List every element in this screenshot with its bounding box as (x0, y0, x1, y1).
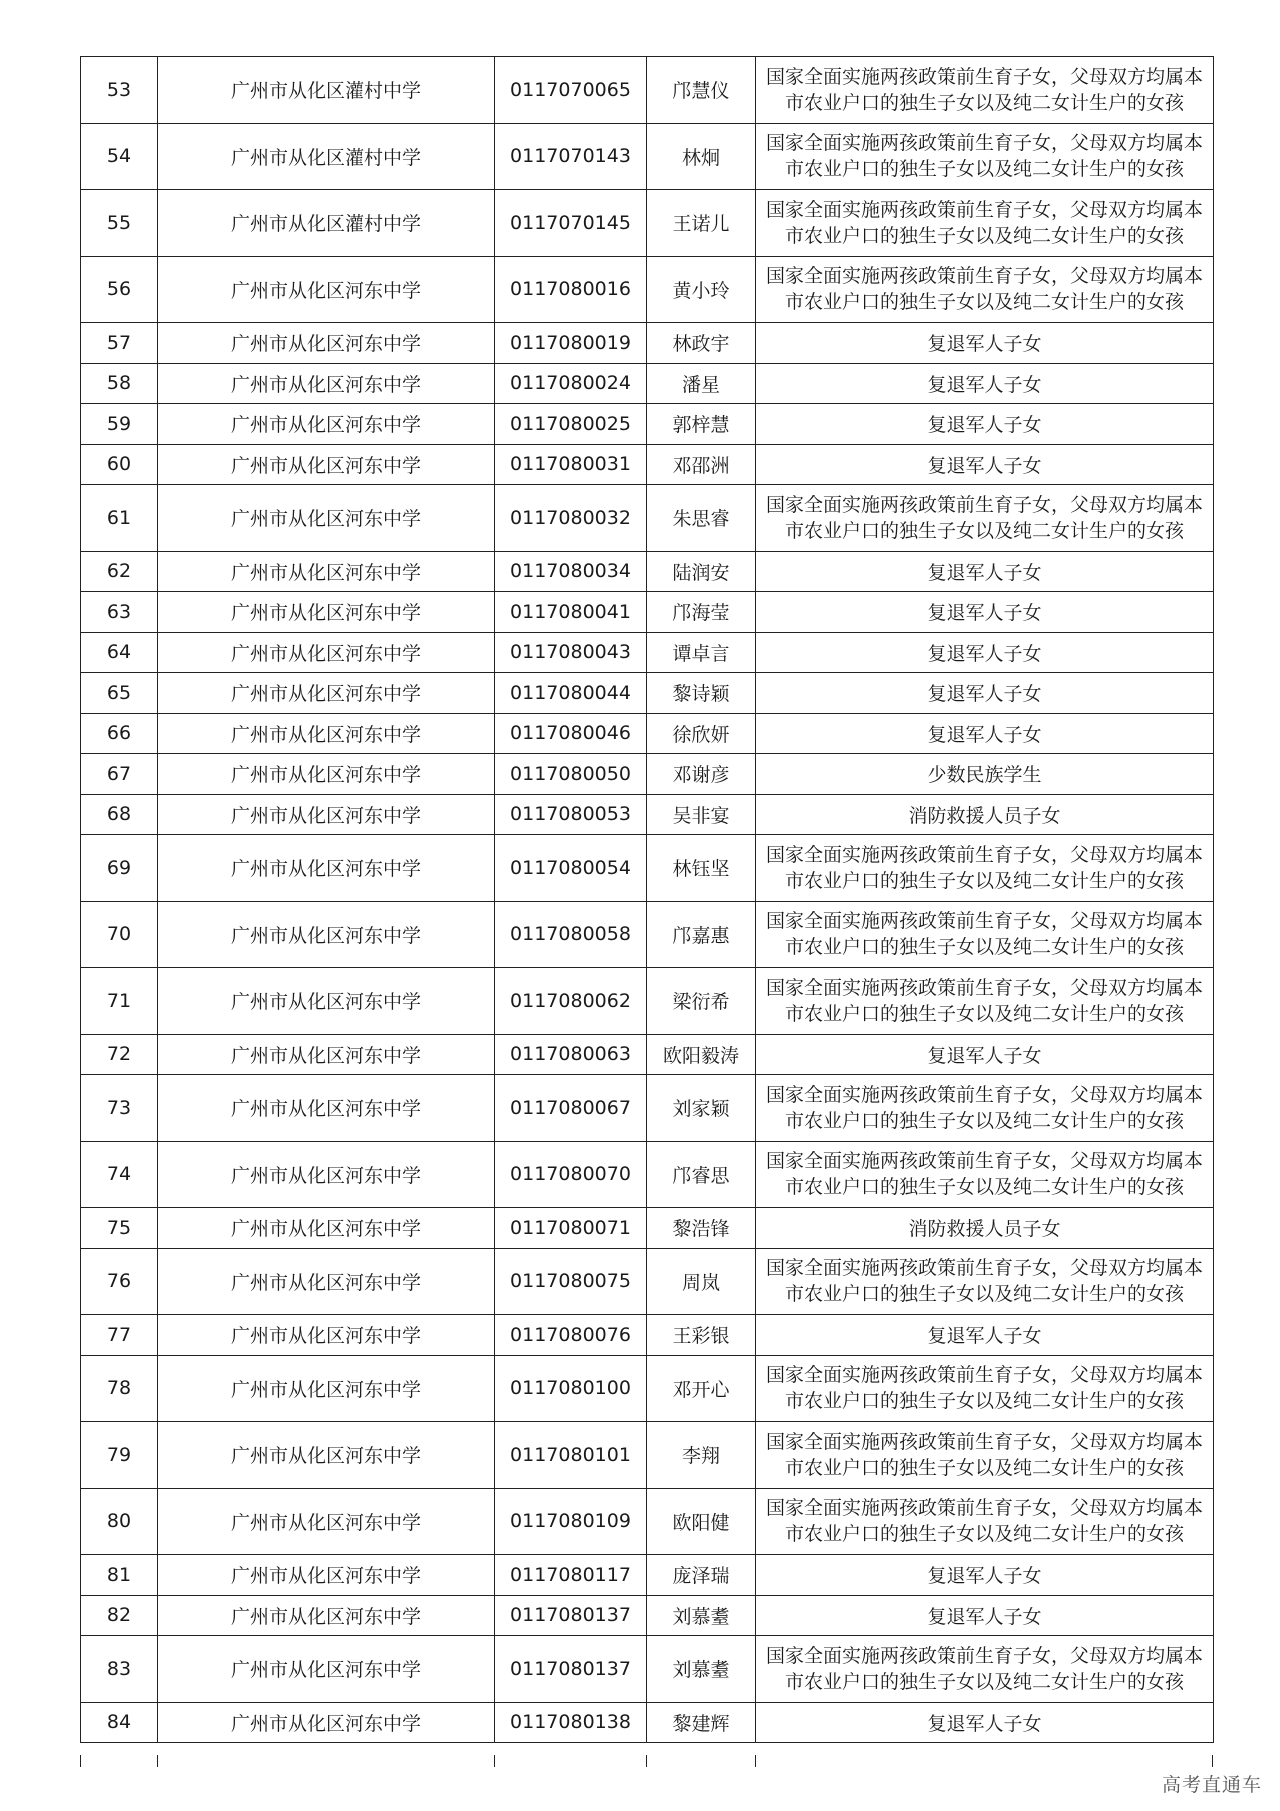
row-number-cell: 77 (81, 1315, 158, 1356)
category-cell: 国家全面实施两孩政策前生育子女，父母双方均属本市农业户口的独生子女以及纯二女计生户的女孩 (756, 1141, 1214, 1208)
watermark: 高考直通车 (1161, 1774, 1262, 1796)
category-cell: 复退军人子女 (756, 363, 1214, 404)
student-id-cell: 0117080054 (495, 835, 647, 902)
school-cell: 广州市从化区河东中学 (158, 632, 495, 673)
row-number-cell: 82 (81, 1595, 158, 1636)
category-cell: 国家全面实施两孩政策前生育子女，父母双方均属本市农业户口的独生子女以及纯二女计生户的女孩 (756, 1636, 1214, 1703)
table-row (81, 404, 1214, 445)
student-id-cell: 0117080043 (495, 632, 647, 673)
student-id-cell: 0117080034 (495, 551, 647, 592)
row-number-cell: 80 (81, 1488, 158, 1555)
student-id-cell: 0117080044 (495, 673, 647, 714)
row-number-cell: 74 (81, 1141, 158, 1208)
student-name-cell: 刘慕耋 (647, 1636, 756, 1703)
school-cell: 广州市从化区河东中学 (158, 551, 495, 592)
student-id-cell: 0117080109 (495, 1488, 647, 1555)
table-row (81, 444, 1214, 485)
student-id-cell: 0117080070 (495, 1141, 647, 1208)
category-cell: 复退军人子女 (756, 592, 1214, 633)
table-row (81, 1555, 1214, 1596)
table-row (81, 485, 1214, 552)
student-id-cell: 0117080076 (495, 1315, 647, 1356)
category-cell: 国家全面实施两孩政策前生育子女，父母双方均属本市农业户口的独生子女以及纯二女计生户的女孩 (756, 256, 1214, 323)
category-cell: 消防救援人员子女 (756, 1208, 1214, 1249)
student-name-cell: 潘星 (647, 363, 756, 404)
row-number-cell: 83 (81, 1636, 158, 1703)
school-cell: 广州市从化区河东中学 (158, 1355, 495, 1422)
student-id-cell: 0117080075 (495, 1248, 647, 1315)
student-id-cell: 0117080101 (495, 1422, 647, 1489)
table-row (81, 1208, 1214, 1249)
category-cell: 国家全面实施两孩政策前生育子女，父母双方均属本市农业户口的独生子女以及纯二女计生户的女孩 (756, 1075, 1214, 1142)
student-id-cell: 0117080031 (495, 444, 647, 485)
row-number-cell: 59 (81, 404, 158, 445)
category-cell: 复退军人子女 (756, 1034, 1214, 1075)
category-cell: 国家全面实施两孩政策前生育子女，父母双方均属本市农业户口的独生子女以及纯二女计生户的女孩 (756, 1488, 1214, 1555)
student-name-cell: 邝嘉惠 (647, 901, 756, 968)
row-number-cell: 68 (81, 794, 158, 835)
table-row (81, 1034, 1214, 1075)
row-number-cell: 55 (81, 190, 158, 257)
student-id-cell: 0117070065 (495, 57, 647, 124)
table-row (81, 57, 1214, 124)
table-row (81, 592, 1214, 633)
student-name-cell: 吴非宴 (647, 794, 756, 835)
student-id-cell: 0117080041 (495, 592, 647, 633)
row-number-cell: 65 (81, 673, 158, 714)
school-cell: 广州市从化区河东中学 (158, 444, 495, 485)
school-cell: 广州市从化区河东中学 (158, 323, 495, 364)
row-number-cell: 67 (81, 754, 158, 795)
category-cell: 复退军人子女 (756, 551, 1214, 592)
category-cell: 国家全面实施两孩政策前生育子女，父母双方均属本市农业户口的独生子女以及纯二女计生户的女孩 (756, 835, 1214, 902)
category-cell: 复退军人子女 (756, 1702, 1214, 1743)
category-cell: 国家全面实施两孩政策前生育子女，父母双方均属本市农业户口的独生子女以及纯二女计生户的女孩 (756, 485, 1214, 552)
student-id-cell: 0117070143 (495, 123, 647, 190)
student-id-cell: 0117080137 (495, 1636, 647, 1703)
school-cell: 广州市从化区河东中学 (158, 1555, 495, 1596)
student-name-cell: 邓开心 (647, 1355, 756, 1422)
category-cell: 国家全面实施两孩政策前生育子女，父母双方均属本市农业户口的独生子女以及纯二女计生户的女孩 (756, 190, 1214, 257)
table-row (81, 673, 1214, 714)
school-cell: 广州市从化区河东中学 (158, 485, 495, 552)
table-row (81, 1488, 1214, 1555)
school-cell: 广州市从化区河东中学 (158, 1208, 495, 1249)
school-cell: 广州市从化区河东中学 (158, 363, 495, 404)
student-name-cell: 黄小玲 (647, 256, 756, 323)
row-number-cell: 54 (81, 123, 158, 190)
table-row (81, 1595, 1214, 1636)
table-row (81, 713, 1214, 754)
student-name-cell: 欧阳健 (647, 1488, 756, 1555)
table-row (81, 1636, 1214, 1703)
row-number-cell: 73 (81, 1075, 158, 1142)
table-row (81, 256, 1214, 323)
row-number-cell: 53 (81, 57, 158, 124)
student-id-cell: 0117080024 (495, 363, 647, 404)
school-cell: 广州市从化区河东中学 (158, 673, 495, 714)
student-name-cell: 邝慧仪 (647, 57, 756, 124)
student-id-cell: 0117080067 (495, 1075, 647, 1142)
school-cell: 广州市从化区河东中学 (158, 1075, 495, 1142)
category-cell: 国家全面实施两孩政策前生育子女，父母双方均属本市农业户口的独生子女以及纯二女计生户的女孩 (756, 57, 1214, 124)
school-cell: 广州市从化区河东中学 (158, 1636, 495, 1703)
category-cell: 复退军人子女 (756, 1315, 1214, 1356)
student-name-cell: 林钰坚 (647, 835, 756, 902)
student-id-cell: 0117080019 (495, 323, 647, 364)
allocation-table (80, 56, 1214, 1743)
row-number-cell: 64 (81, 632, 158, 673)
student-id-cell: 0117080053 (495, 794, 647, 835)
school-cell: 广州市从化区河东中学 (158, 1248, 495, 1315)
student-name-cell: 陆润安 (647, 551, 756, 592)
student-name-cell: 庞泽瑞 (647, 1555, 756, 1596)
row-number-cell: 84 (81, 1702, 158, 1743)
student-name-cell: 邓谢彦 (647, 754, 756, 795)
row-number-cell: 70 (81, 901, 158, 968)
table-row (81, 1315, 1214, 1356)
student-id-cell: 0117080138 (495, 1702, 647, 1743)
school-cell: 广州市从化区河东中学 (158, 901, 495, 968)
category-cell: 消防救援人员子女 (756, 794, 1214, 835)
table-body (81, 57, 1214, 1743)
student-name-cell: 谭卓言 (647, 632, 756, 673)
table-row (81, 123, 1214, 190)
student-name-cell: 王诺儿 (647, 190, 756, 257)
table-row (81, 901, 1214, 968)
row-number-cell: 60 (81, 444, 158, 485)
table-row (81, 754, 1214, 795)
table-continuation-lines (80, 1755, 1213, 1767)
student-name-cell: 周岚 (647, 1248, 756, 1315)
row-number-cell: 75 (81, 1208, 158, 1249)
student-name-cell: 黎建辉 (647, 1702, 756, 1743)
category-cell: 国家全面实施两孩政策前生育子女，父母双方均属本市农业户口的独生子女以及纯二女计生户的女孩 (756, 1422, 1214, 1489)
school-cell: 广州市从化区河东中学 (158, 1488, 495, 1555)
row-number-cell: 78 (81, 1355, 158, 1422)
row-number-cell: 81 (81, 1555, 158, 1596)
student-id-cell: 0117080063 (495, 1034, 647, 1075)
school-cell: 广州市从化区河东中学 (158, 968, 495, 1035)
row-number-cell: 79 (81, 1422, 158, 1489)
row-number-cell: 76 (81, 1248, 158, 1315)
table-row (81, 1422, 1214, 1489)
category-cell: 复退军人子女 (756, 1555, 1214, 1596)
category-cell: 国家全面实施两孩政策前生育子女，父母双方均属本市农业户口的独生子女以及纯二女计生户的女孩 (756, 968, 1214, 1035)
table-row (81, 1141, 1214, 1208)
student-name-cell: 邝海莹 (647, 592, 756, 633)
student-id-cell: 0117080025 (495, 404, 647, 445)
row-number-cell: 63 (81, 592, 158, 633)
student-id-cell: 0117080062 (495, 968, 647, 1035)
school-cell: 广州市从化区河东中学 (158, 754, 495, 795)
row-number-cell: 61 (81, 485, 158, 552)
student-name-cell: 徐欣妍 (647, 713, 756, 754)
school-cell: 广州市从化区河东中学 (158, 835, 495, 902)
table-row (81, 1075, 1214, 1142)
category-cell: 复退军人子女 (756, 1595, 1214, 1636)
student-name-cell: 刘慕耋 (647, 1595, 756, 1636)
row-number-cell: 71 (81, 968, 158, 1035)
student-name-cell: 林炯 (647, 123, 756, 190)
row-number-cell: 66 (81, 713, 158, 754)
school-cell: 广州市从化区河东中学 (158, 592, 495, 633)
school-cell: 广州市从化区灌村中学 (158, 123, 495, 190)
school-cell: 广州市从化区河东中学 (158, 1315, 495, 1356)
school-cell: 广州市从化区河东中学 (158, 1422, 495, 1489)
student-id-cell: 0117070145 (495, 190, 647, 257)
school-cell: 广州市从化区灌村中学 (158, 190, 495, 257)
student-id-cell: 0117080117 (495, 1555, 647, 1596)
category-cell: 国家全面实施两孩政策前生育子女，父母双方均属本市农业户口的独生子女以及纯二女计生户的女孩 (756, 123, 1214, 190)
student-name-cell: 朱思睿 (647, 485, 756, 552)
student-name-cell: 郭梓慧 (647, 404, 756, 445)
student-id-cell: 0117080137 (495, 1595, 647, 1636)
student-id-cell: 0117080016 (495, 256, 647, 323)
school-cell: 广州市从化区河东中学 (158, 1034, 495, 1075)
category-cell: 国家全面实施两孩政策前生育子女，父母双方均属本市农业户口的独生子女以及纯二女计生户的女孩 (756, 901, 1214, 968)
school-cell: 广州市从化区灌村中学 (158, 57, 495, 124)
table-row (81, 190, 1214, 257)
student-name-cell: 刘家颖 (647, 1075, 756, 1142)
school-cell: 广州市从化区河东中学 (158, 256, 495, 323)
student-name-cell: 林政宇 (647, 323, 756, 364)
student-name-cell: 梁衍希 (647, 968, 756, 1035)
table-row (81, 551, 1214, 592)
school-cell: 广州市从化区河东中学 (158, 404, 495, 445)
student-name-cell: 欧阳毅涛 (647, 1034, 756, 1075)
student-id-cell: 0117080032 (495, 485, 647, 552)
category-cell: 国家全面实施两孩政策前生育子女，父母双方均属本市农业户口的独生子女以及纯二女计生户的女孩 (756, 1355, 1214, 1422)
table-row (81, 794, 1214, 835)
category-cell: 复退军人子女 (756, 444, 1214, 485)
student-id-cell: 0117080100 (495, 1355, 647, 1422)
student-id-cell: 0117080050 (495, 754, 647, 795)
category-cell: 国家全面实施两孩政策前生育子女，父母双方均属本市农业户口的独生子女以及纯二女计生户的女孩 (756, 1248, 1214, 1315)
category-cell: 少数民族学生 (756, 754, 1214, 795)
table-row (81, 323, 1214, 364)
category-cell: 复退军人子女 (756, 323, 1214, 364)
table-row (81, 835, 1214, 902)
table-row (81, 1702, 1214, 1743)
student-name-cell: 李翔 (647, 1422, 756, 1489)
student-id-cell: 0117080046 (495, 713, 647, 754)
row-number-cell: 69 (81, 835, 158, 902)
row-number-cell: 62 (81, 551, 158, 592)
row-number-cell: 58 (81, 363, 158, 404)
category-cell: 复退军人子女 (756, 632, 1214, 673)
category-cell: 复退军人子女 (756, 673, 1214, 714)
school-cell: 广州市从化区河东中学 (158, 713, 495, 754)
school-cell: 广州市从化区河东中学 (158, 794, 495, 835)
table-row (81, 1248, 1214, 1315)
student-name-cell: 邝睿思 (647, 1141, 756, 1208)
table-row (81, 363, 1214, 404)
student-id-cell: 0117080071 (495, 1208, 647, 1249)
student-id-cell: 0117080058 (495, 901, 647, 968)
row-number-cell: 72 (81, 1034, 158, 1075)
category-cell: 复退军人子女 (756, 713, 1214, 754)
category-cell: 复退军人子女 (756, 404, 1214, 445)
school-cell: 广州市从化区河东中学 (158, 1702, 495, 1743)
allocation-table-container (80, 56, 1213, 1743)
table-row (81, 1355, 1214, 1422)
student-name-cell: 黎浩锋 (647, 1208, 756, 1249)
row-number-cell: 56 (81, 256, 158, 323)
student-name-cell: 邓邵洲 (647, 444, 756, 485)
school-cell: 广州市从化区河东中学 (158, 1595, 495, 1636)
table-row (81, 632, 1214, 673)
student-name-cell: 王彩银 (647, 1315, 756, 1356)
table-row (81, 968, 1214, 1035)
row-number-cell: 57 (81, 323, 158, 364)
student-name-cell: 黎诗颖 (647, 673, 756, 714)
school-cell: 广州市从化区河东中学 (158, 1141, 495, 1208)
